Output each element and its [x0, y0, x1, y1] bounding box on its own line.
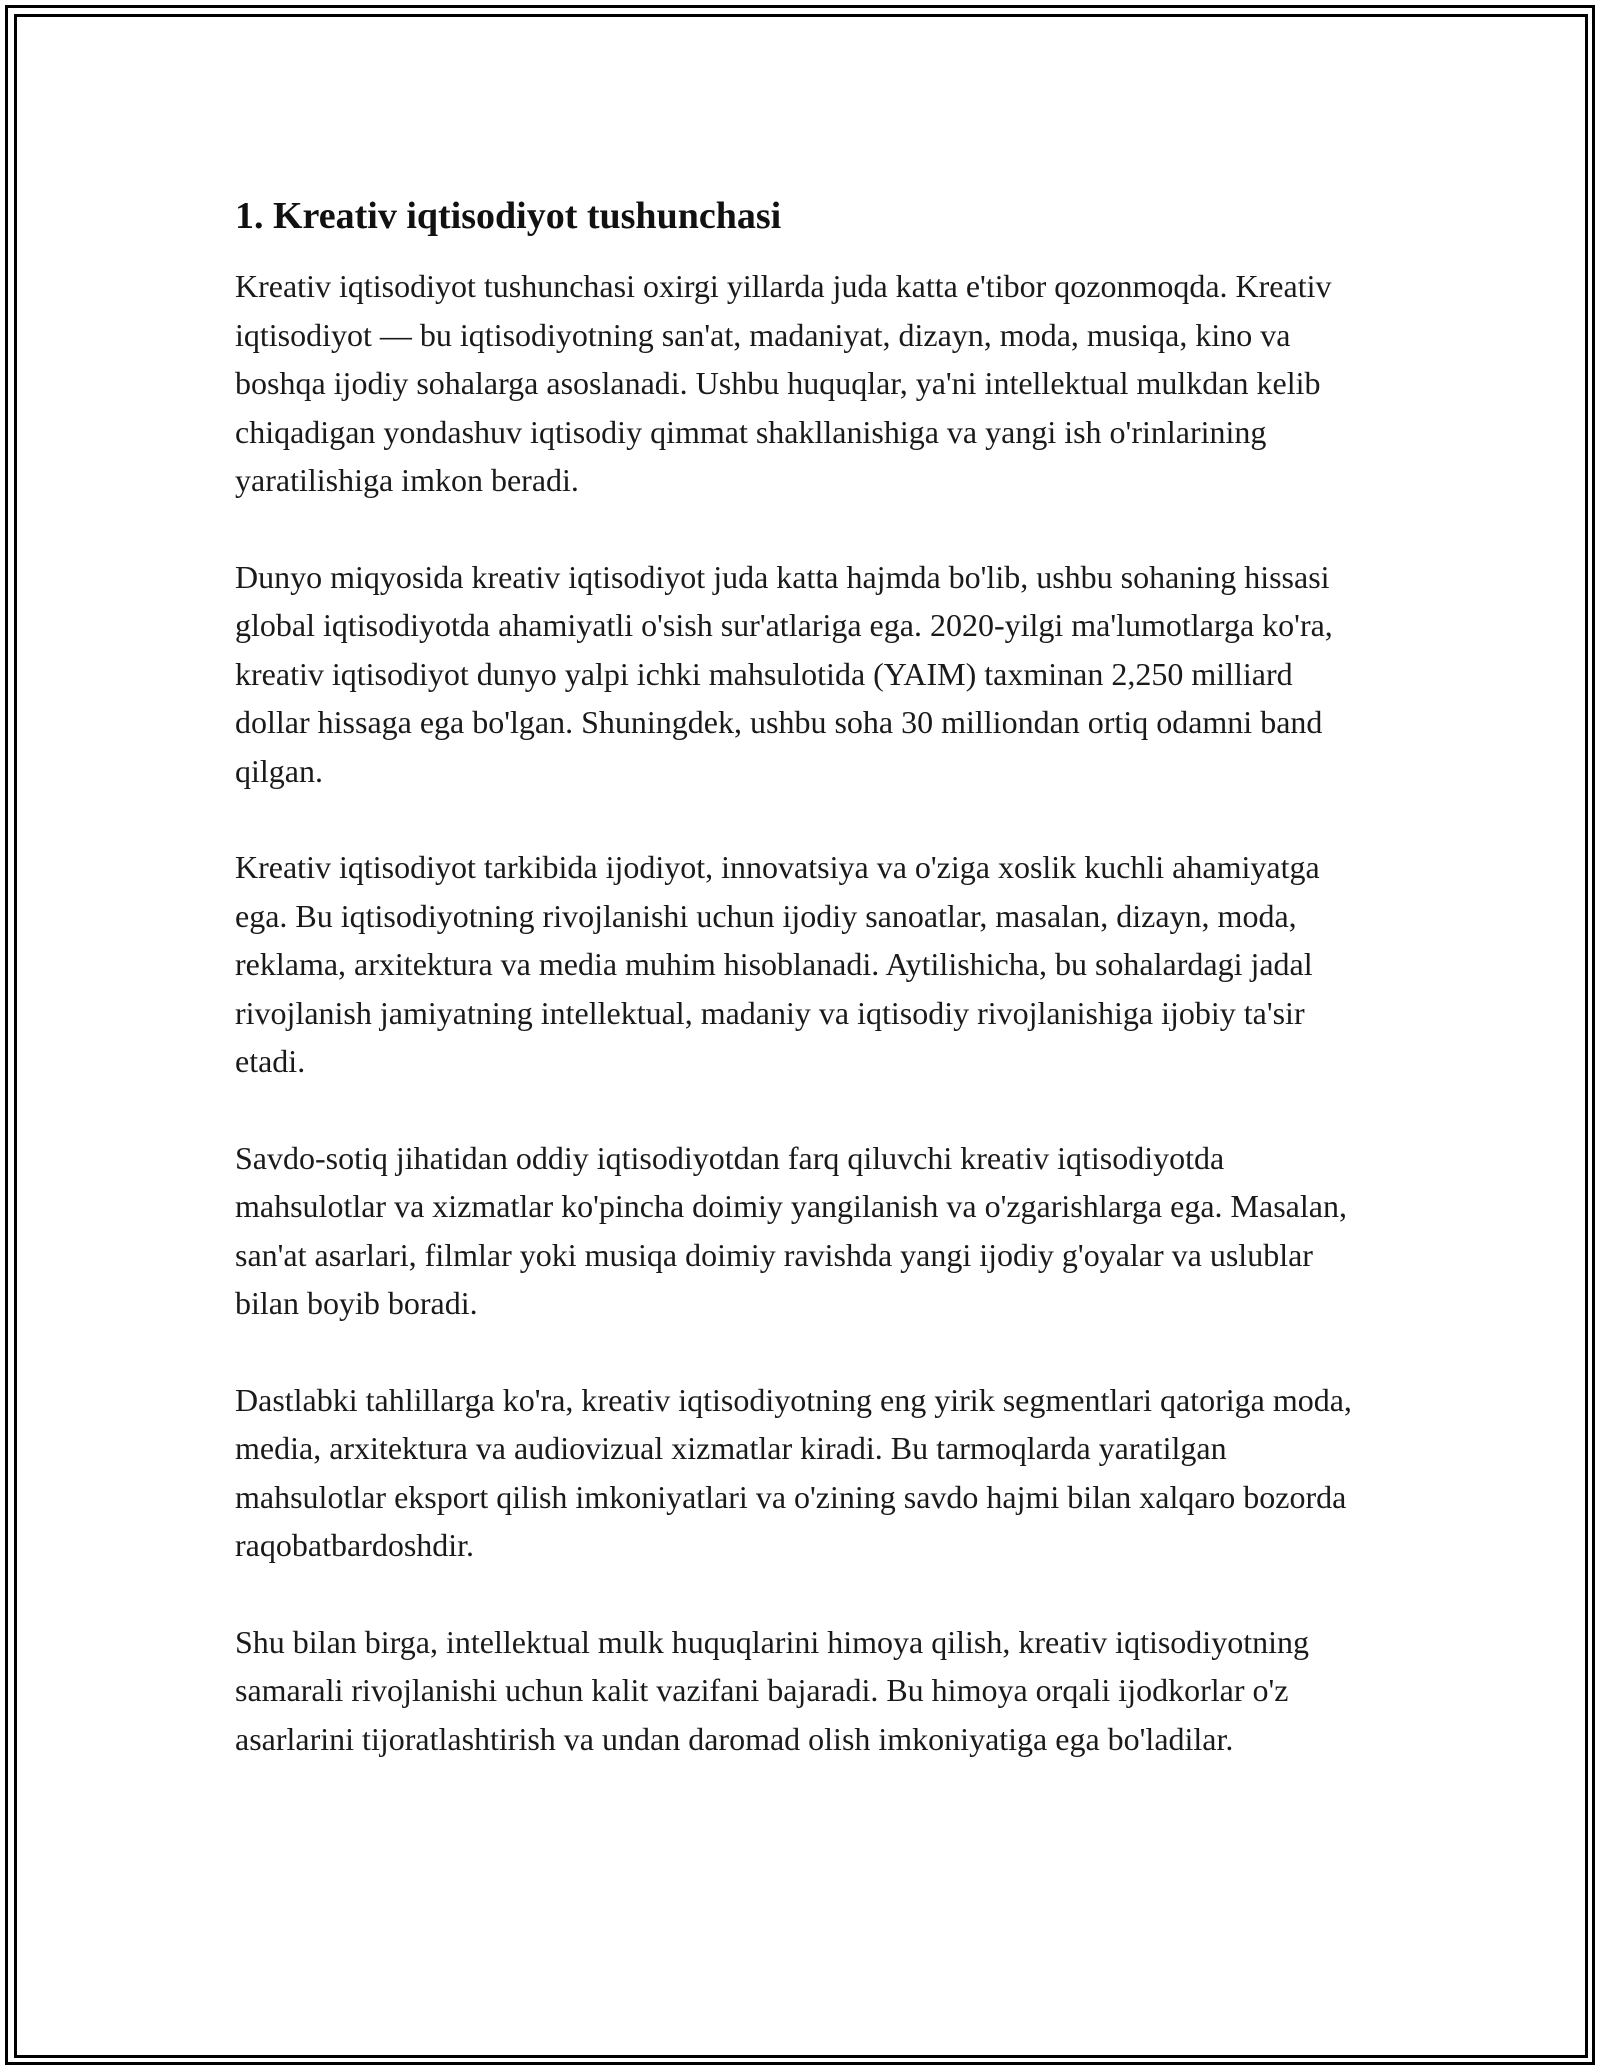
paragraph-5: Dastlabki tahlillarga ko'ra, kreativ iqtisodiyotning eng yirik segmentlari qatoriga moda, media, arxitektura va audiovizual xizmatlar kiradi. Bu tarmoqlarda yaratilgan mahsulotlar eksport qilish imkoniyatlari va o'zining savdo hajmi bilan xalqaro bozorda raqobatbardoshdir.	[235, 1381, 1352, 1563]
paragraph-3: Kreativ iqtisodiyot tarkibida ijodiyot, innovatsiya va o'ziga xoslik kuchli ahamiyatga ega. Bu iqtisodiyotning rivojlanishi uchun ijodiy sanoatlar, masalan, dizayn, moda, reklama, arxitektura va media muhim hisoblanadi. Aytilishicha, bu sohalardagi jadal rivojlanish jamiyatning intellektual, madaniy va iqtisodiy rivojlanishiga ijobiy ta'sir etadi.	[235, 849, 1320, 1079]
paragraph-6: Shu bilan birga, intellektual mulk huquqlarini himoya qilish, kreativ iqtisodiyotning samarali rivojlanishi uchun kalit vazifani bajaradi. Bu himoya orqali ijodkorlar o'z asarlarini tijoratlashtirish va undan daromad olish imkoniyatiga ega bo'ladilar.	[235, 1623, 1309, 1757]
paragraph-4: Savdo-sotiq jihatidan oddiy iqtisodiyotdan farq qiluvchi kreativ iqtisodiyotda mahsulotlar va xizmatlar ko'pincha doimiy yangilanish va o'zgarishlarga ega. Masalan, san'at asarlari, filmlar yoki musiqa doimiy ravishda yangi ijodiy g'oyalar va uslublar bilan boyib boradi.	[235, 1139, 1347, 1321]
paragraph-1: Kreativ iqtisodiyot tushunchasi oxirgi yillarda juda katta e'tibor qozonmoqda. Kreativ iqtisodiyot — bu iqtisodiyotning san'at, madaniyat, dizayn, moda, musiqa, kino va boshqa ijodiy sohalarga asoslanadi. Ushbu huquqlar, ya'ni intellektual mulkdan kelib chiqadigan yondashuv iqtisodiy qimmat shakllanishiga va yangi ish o'rinlarining yaratilishiga imkon beradi.	[235, 268, 1332, 498]
section-heading: 1. Kreativ iqtisodiyot tushunchasi	[235, 195, 782, 237]
paragraph-2: Dunyo miqyosida kreativ iqtisodiyot juda katta hajmda bo'lib, ushbu sohaning hissasi global iqtisodiyotda ahamiyatli o'sish sur'atlariga ega. 2020-yilgi ma'lumotlarga ko'ra, kreativ iqtisodiyot dunyo yalpi ichki mahsulotida (YAIM) taxminan 2,250 milliard dollar hissaga ega bo'lgan. Shuningdek, ushbu soha 30 milliondan ortiq odamni band qilgan.	[235, 558, 1333, 789]
document-body	[235, 188, 1375, 1811]
